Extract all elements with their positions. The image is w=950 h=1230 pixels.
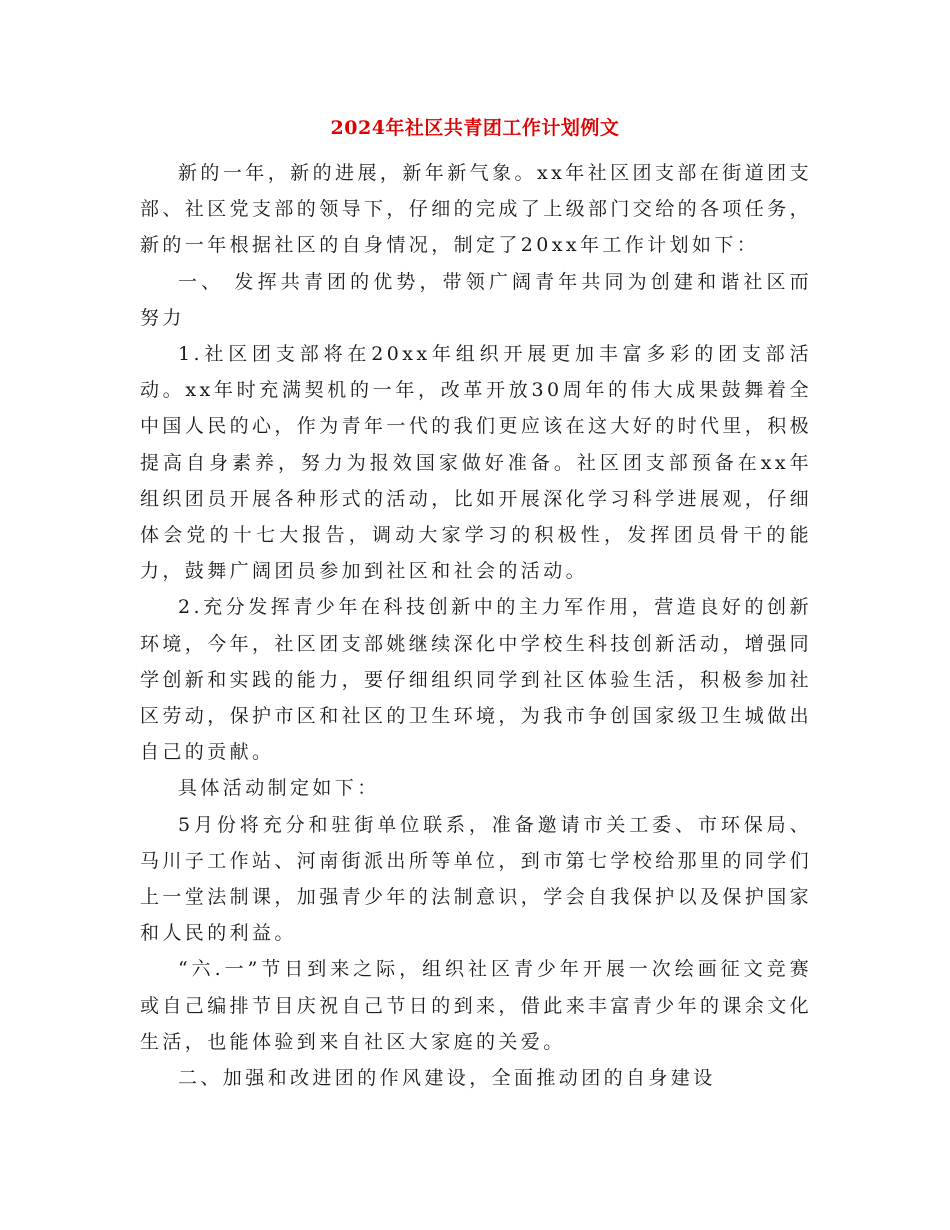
paragraph-section-2-heading: 二、加强和改进团的作风建设，全面推动团的自身建设 <box>178 1067 716 1090</box>
paragraph-section-1-heading: 一、 发挥共青团的优势，带领广阔青年共同为创建和谐社区而努力 <box>140 270 812 329</box>
paragraph-item-1: 1.社区团支部将在20xx年组织开展更加丰富多彩的团支部活动。xx年时充满契机的一年，改革开放30周年的伟大成果鼓舞着全中国人民的心，作为青年一代的我们更应该在这大好的时代里，积极提高自身素养，努力为报效国家做好准备。社区团支部预备在xx年组织团员开展各种形式的活动，比如开展深化学习科学进展观，仔细体会党的十七大报告，调动大家学习的积极性，发挥团员骨干的能力，鼓舞广阔团员参加到社区和社会的活动。 <box>140 343 813 583</box>
paragraph-may-activity: 5月份将充分和驻街单位联系，准备邀请市关工委、市环保局、马川子工作站、河南街派出所等单位，到市第七学校给那里的同学们上一堂法制课，加强青少年的法制意识，学会自我保护以及保护国家和人民的利益。 <box>140 813 813 945</box>
document-title: 2024年社区共青团工作计划例文 <box>330 117 620 139</box>
paragraph-june-activity: “六.一”节日到来之际，组织社区青少年开展一次绘画征文竞赛或自己编排节目庆祝自己节日的到来，借此来丰富青少年的课余文化生活，也能体验到来自社区大家庭的关爱。 <box>140 958 813 1053</box>
paragraph-activities-heading: 具体活动制定如下： <box>178 777 380 800</box>
document-body <box>140 155 812 1096</box>
paragraph-intro: 新的一年，新的进展，新年新气象。xx年社区团支部在街道团支部、社区党支部的领导下，仔细的完成了上级部门交给的各项任务，新的一年根据社区的自身情况，制定了20xx年工作计划如下： <box>140 162 813 257</box>
paragraph-item-2: 2.充分发挥青少年在科技创新中的主力军作用，营造良好的创新环境，今年，社区团支部姚继续深化中学校生科技创新活动，增强同学创新和实践的能力，要仔细组织同学到社区体验生活，积极参加社区劳动，保护市区和社区的卫生环境，为我市争创国家级卫生城做出自己的贡献。 <box>140 596 813 764</box>
